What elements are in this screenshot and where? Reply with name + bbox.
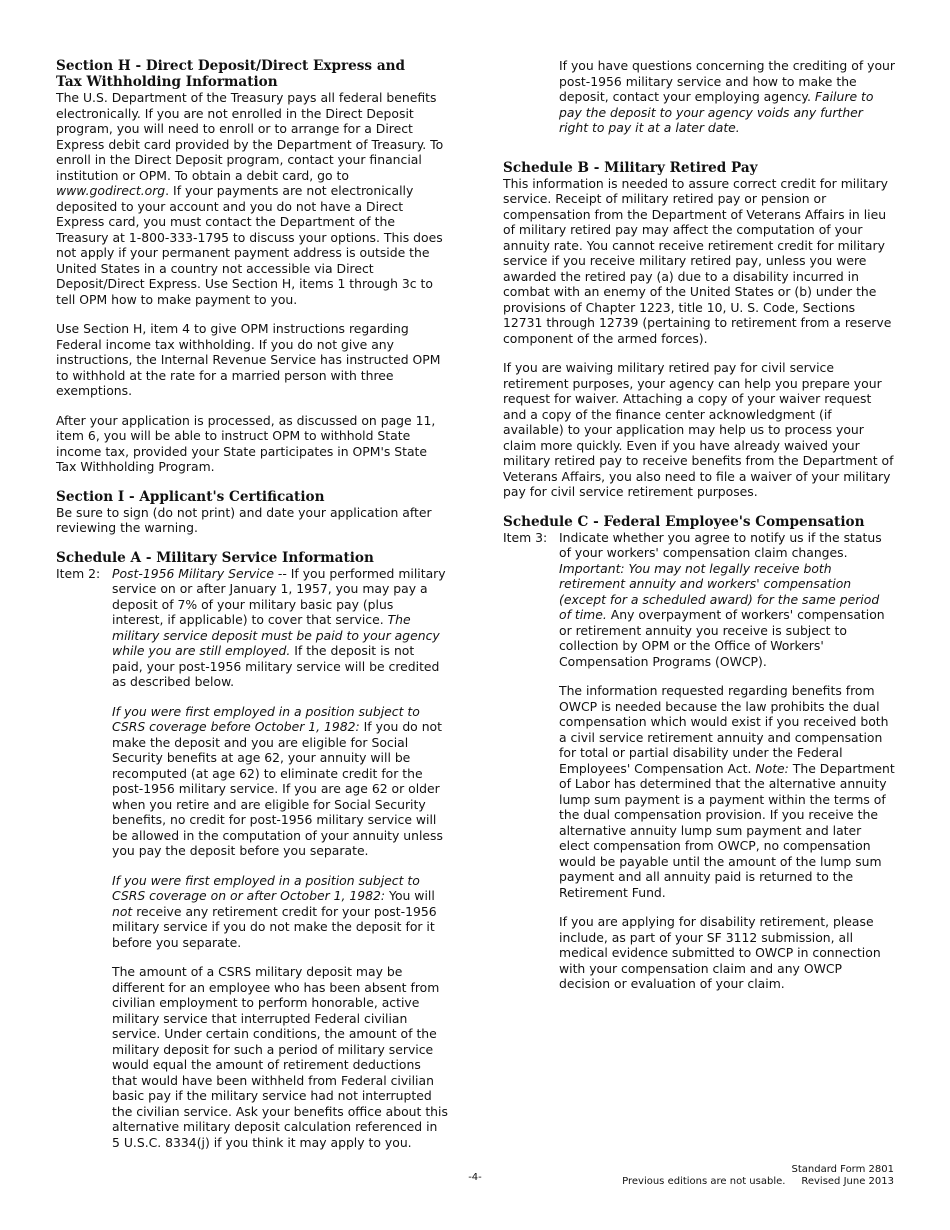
right-intro-text: If you have questions concerning the crediting of your post-1956 military service and how to make the deposit, contact your employing agency. — [559, 58, 895, 104]
schedule-a-item-label: Item 2: — [56, 565, 101, 581]
schedule-a-paragraph-2 — [112, 704, 448, 859]
schedule-c-paragraph-2 — [559, 683, 895, 900]
godirect-url: www.godirect.org — [56, 183, 166, 198]
schedule-c-heading: Schedule C - Federal Employee's Compensation — [503, 513, 865, 530]
section-h-heading — [56, 58, 448, 90]
section-i-heading: Section I - Applicant's Certification — [56, 488, 325, 505]
schedule-b-paragraph-1: This information is needed to assure correct credit for military service. Receipt of military retired pay or pension or compensation from the Department of Veterans Affairs in lieu of military retired pay may affect the computation of your annuity rate. You cannot receive retirement credit for military service if you receive military retired pay, unless you were awarded the retired pay (a) due to a disability incurred in combat with an enemy of the United States or (b) under the provisions of Chapter 1223, title 10, U. S. Code, Sections 12731 through 12739 (pertaining to retirement from a reserve component of the armed forces). — [503, 175, 892, 346]
schedule-a-p1-italic-b: The military service deposit must be paid to your agency while you are still employed. — [112, 612, 440, 658]
schedule-b-paragraph-2: If you are waiving military retired pay for civil service retirement purposes, your agency can help you prepare your request for waiver. Attaching a copy of your waiver request and a copy of the finance center acknowledgment (if available) to your application may help us to process your claim more quickly. Even if you have already waived your military retired pay to receive benefits from the Department of Veterans Affairs, you also need to file a waiver of your military pay for civil service retirement purposes. — [503, 360, 894, 499]
schedule-a-p3-italic: If you were first employed in a position subject to CSRS coverage on or after October 1, 1982: — [112, 872, 420, 903]
right-intro-paragraph — [559, 58, 895, 136]
revised-date: Revised June 2013 — [801, 1176, 894, 1187]
schedule-b-heading: Schedule B - Military Retired Pay — [503, 159, 758, 176]
form-edition-line — [622, 1176, 894, 1188]
schedule-a-p3-text-b: receive any retirement credit for your post-1956 military service if you do not make the deposit for it before you separate. — [112, 903, 437, 950]
section-h-paragraph-3: After your application is processed, as discussed on page 11, item 6, you will be able to instruct OPM to withhold State income tax, provided your State participates in OPM's State Tax Withholding Program. — [56, 412, 436, 474]
schedule-c-p2-text-b: The Department of Labor has determined that the alternative annuity lump sum payment is a payment within the terms of the dual compensation provision. If you receive the alternative annuity lump sum payment and later elect compensation from OWCP, no compensation would be payable until the amount of the lump sum payment and all annuity paid is returned to the Retirement Fund. — [559, 760, 895, 900]
section-h-p1-text-a: The U.S. Department of the Treasury pays all federal benefits electronically. If you are not enrolled in the Direct Deposit program, you will need to enroll or to arrange for a Direct Express debit card provided by the Department of Treasury. To enroll in the Direct Deposit program, contact your financial institution or OPM. To obtain a debit card, go to — [56, 90, 444, 183]
schedule-b — [503, 160, 895, 500]
schedule-a-heading: Schedule A - Military Service Information — [56, 549, 374, 566]
schedule-a-paragraph-1 — [112, 566, 448, 690]
left-column — [56, 58, 448, 1164]
section-h — [56, 58, 448, 475]
schedule-a-p3-not: not — [112, 903, 133, 919]
schedule-a-p1-italic-a: Post-1956 Military Service — [112, 565, 274, 581]
schedule-a-p3-text-a: You will — [385, 888, 435, 903]
section-i-paragraph-1: Be sure to sign (do not print) and date your application after reviewing the warning. — [56, 504, 432, 535]
section-h-p1-text-b: . If your payments are not electronically deposited to your account and you do not have a Direct Express card, you must contact the Department of the Treasury at 1-800-333-1795 to discuss your options. This does not apply if your permanent payment address is outside the United States in a country not accessible via Direct Deposit/Direct Express. Use Section H, items 1 through 3c to tell OPM how to make payment to you. — [56, 183, 443, 307]
section-h-heading-line2: Tax Withholding Information — [56, 74, 278, 90]
section-h-heading-line1: Section H - Direct Deposit/Direct Express and — [56, 58, 406, 74]
schedule-a — [56, 550, 448, 1151]
section-i — [56, 489, 448, 536]
schedule-c-paragraph-1 — [559, 530, 895, 670]
schedule-c-p2-italic: Note: — [755, 760, 789, 776]
schedule-c-paragraph-3: If you are applying for disability retirement, please include, as part of your SF 3112 submission, all medical evidence submitted to OWCP in connection with your compensation claim and any OWCP decision or evaluation of your claim. — [559, 914, 881, 991]
schedule-a-p2-italic: If you were first employed in a position subject to CSRS coverage before October 1, 1982: — [112, 703, 420, 734]
schedule-a-paragraph-3 — [112, 873, 448, 951]
form-name: Standard Form 2801 — [791, 1164, 894, 1175]
form-footer — [622, 1164, 894, 1188]
schedule-a-paragraph-4: The amount of a CSRS military deposit may be different for an employee who has been absent from civilian employment to perform honorable, active military service that interrupted Federal civilian service. Under certain conditions, the amount of the military deposit for such a period of military service would equal the amount of retirement deductions that would have been withheld from Federal civilian basic pay if the military service had not interrupted the civilian service. Ask your benefits office about this alternative military deposit calculation referenced in 5 U.S.C. 8334(j) if you think it may apply to you. — [112, 964, 448, 1150]
schedule-c-item-label: Item 3: — [503, 529, 548, 545]
section-h-paragraph-1 — [56, 90, 448, 307]
right-intro-italic: Failure to pay the deposit to your agency voids any further right to pay it at a later date. — [559, 89, 874, 135]
schedule-c-p1-italic: Important: You may not legally receive both retirement annuity and workers' compensation (except for a scheduled award) for the same period of time. — [559, 560, 880, 622]
schedule-a-item-2 — [56, 566, 448, 1151]
schedule-c-p2-text-a: The information requested regarding benefits from OWCP is needed because the law prohibits the dual compensation which would exist if you received both a civil service retirement annuity and compensation for total or partial disability under the Federal Employees' Compensation Act. — [559, 683, 889, 776]
right-intro — [503, 58, 895, 136]
schedule-a-p2-text: If you do not make the deposit and you are eligible for Social Security benefits at age 62, your annuity will be recomputed (at age 62) to eliminate credit for the post-1956 military service. If you are age 62 or older when you retire and are eligible for Social Security benefits, no credit for post-1956 military service will be allowed in the computation of your annuity unless you pay the deposit before you separate. — [112, 719, 443, 858]
right-column — [503, 58, 895, 1006]
schedule-a-p1-text-b: If the deposit is not paid, your post-1956 military service will be credited as described below. — [112, 643, 440, 689]
schedule-c — [503, 514, 895, 992]
schedule-c-p1-text-a: Indicate whether you agree to notify us if the status of your workers' compensation claim changes. — [559, 529, 882, 560]
section-h-paragraph-2: Use Section H, item 4 to give OPM instructions regarding Federal income tax withholding. If you do not give any instructions, the Internal Revenue Service has instructed OPM to withhold at the rate for a married person with three exemptions. — [56, 321, 441, 398]
schedule-a-p1-text-a: -- If you performed military service on or after January 1, 1957, you may pay a deposit of 7% of your military basic pay (plus interest, if applicable) to cover that service. — [112, 565, 446, 627]
page-number: -4- — [468, 1172, 482, 1183]
editions-note: Previous editions are not usable. — [622, 1176, 786, 1187]
schedule-c-p1-text-b: Any overpayment of workers' compensation or retirement annuity you receive is subject to collection by OPM or the Office of Workers' Compensation Programs (OWCP). — [559, 607, 885, 669]
schedule-c-item-3 — [503, 530, 895, 992]
